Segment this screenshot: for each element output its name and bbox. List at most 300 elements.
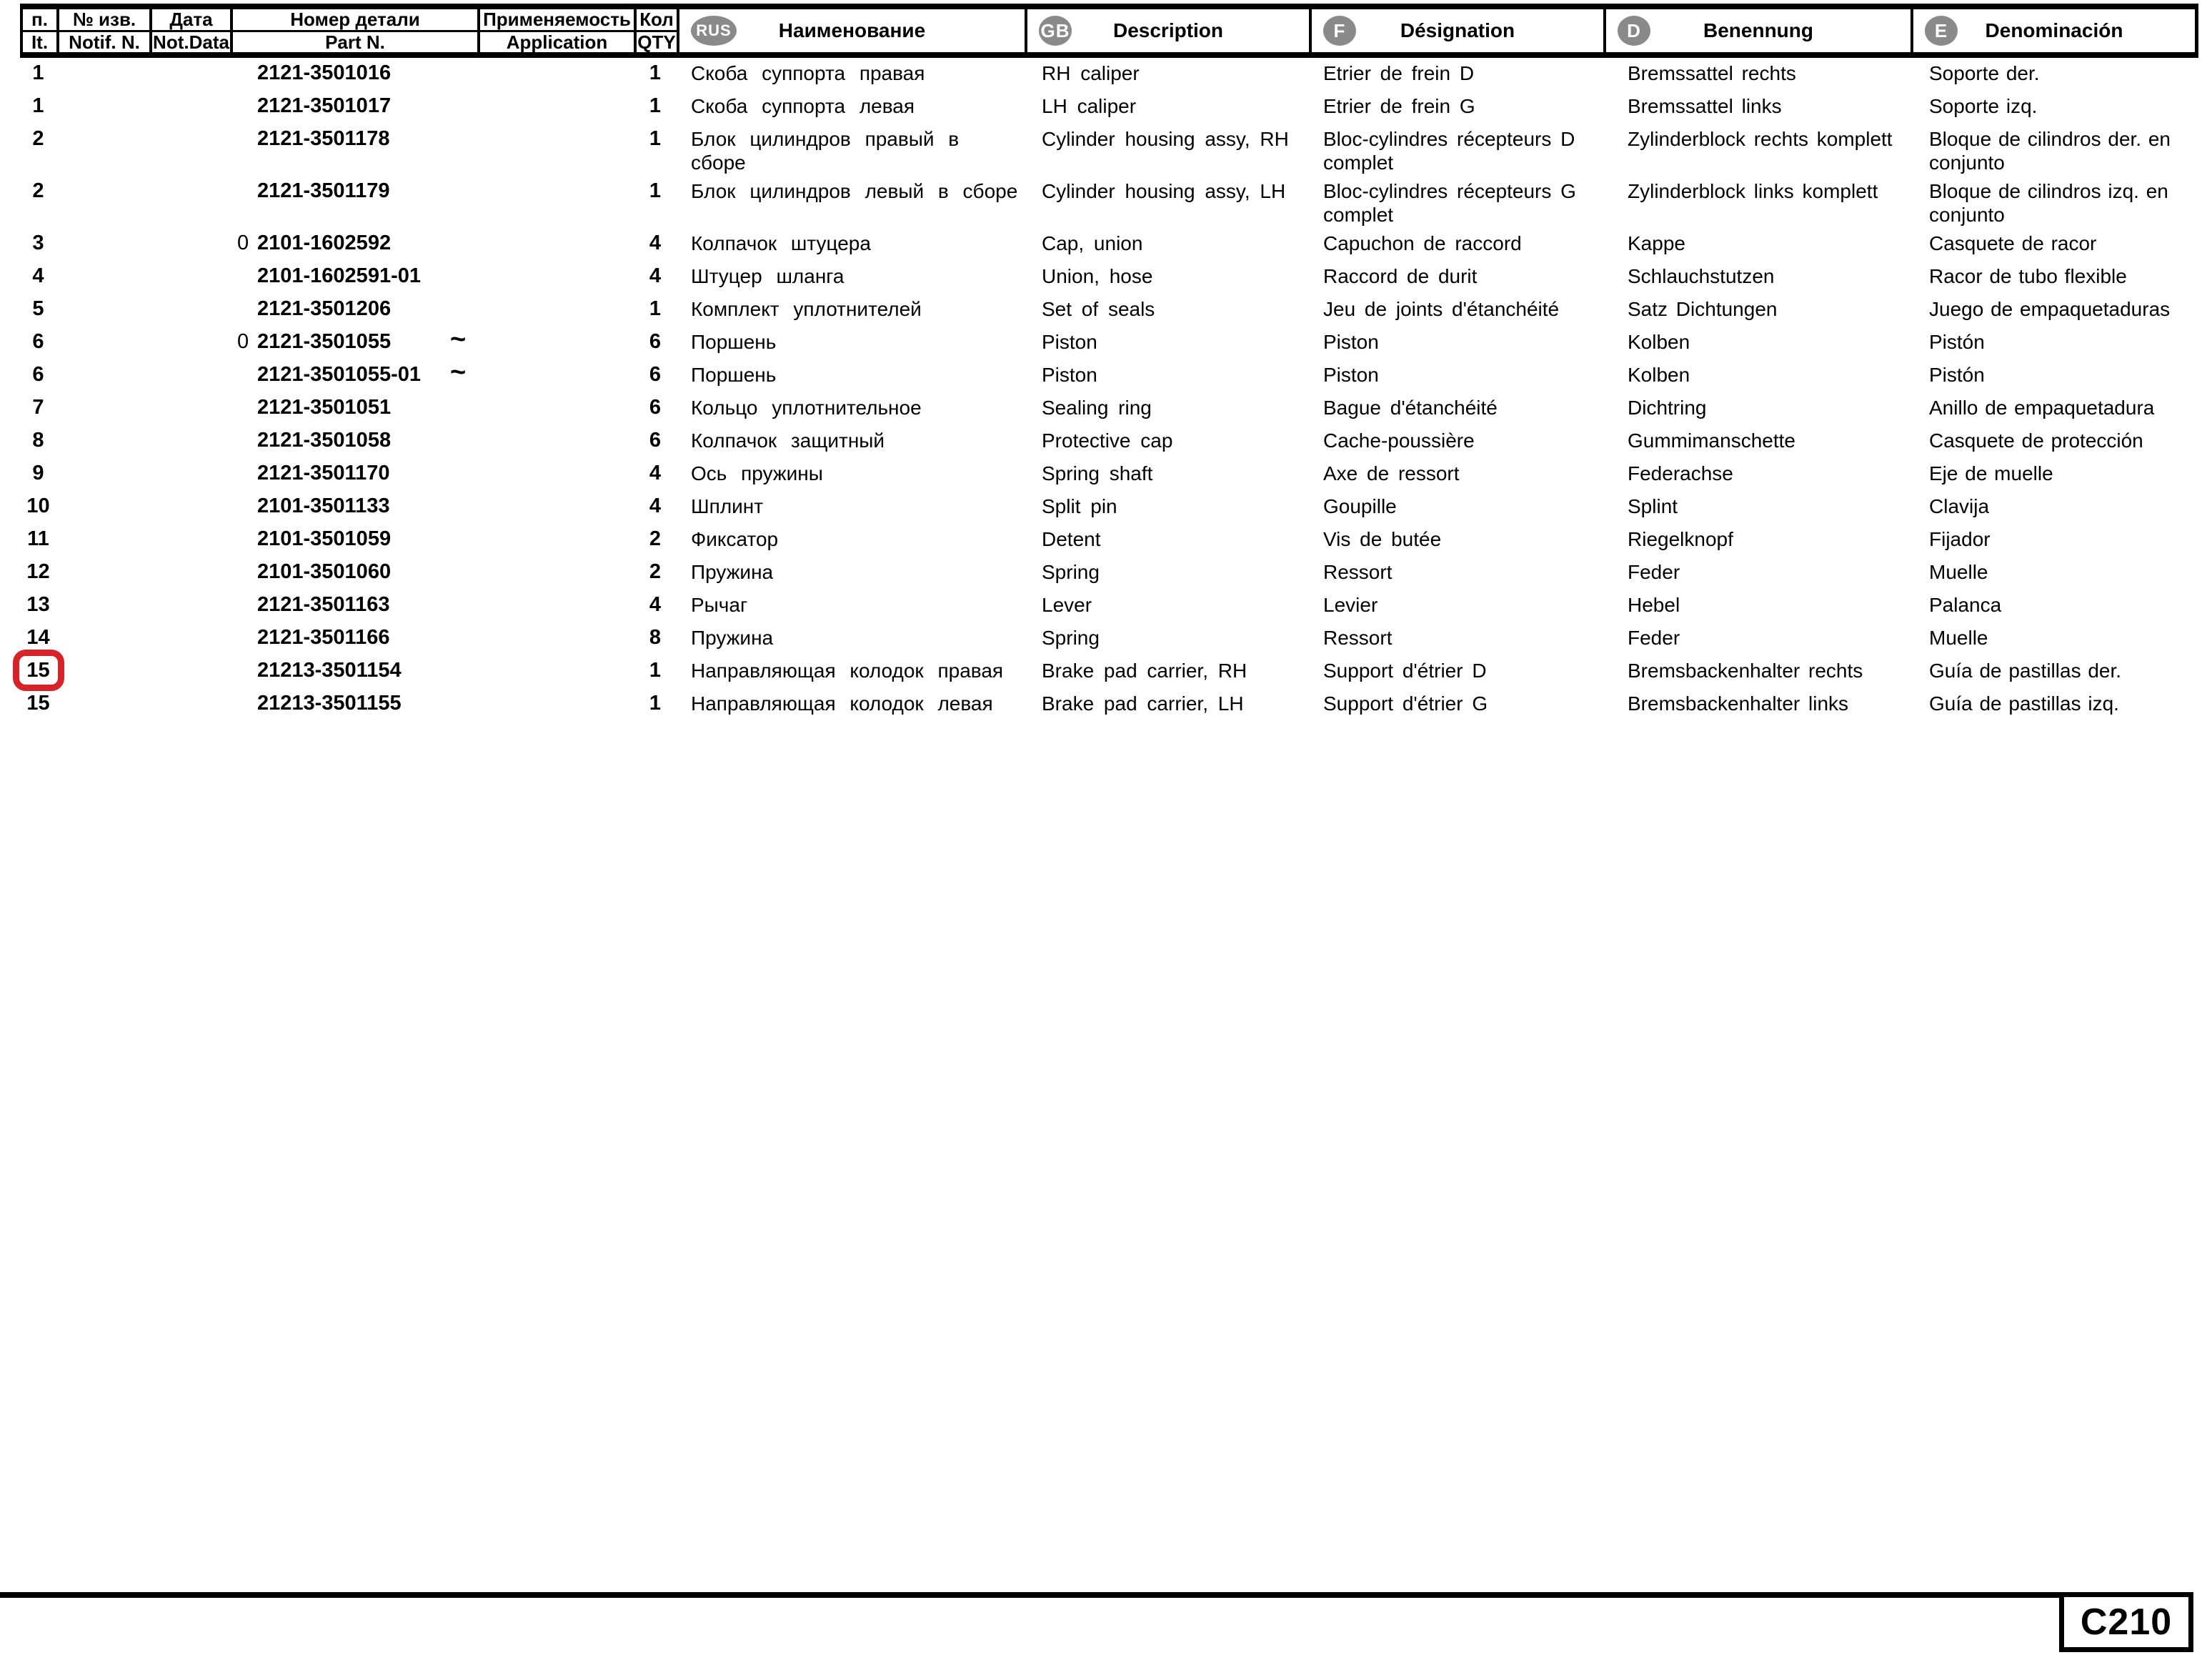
page-code-box — [2059, 1592, 2193, 1652]
designation-fr-cell: Jeu de joints d'étanchéité — [1323, 298, 1560, 320]
date-cell — [149, 56, 230, 89]
table-row — [20, 174, 2198, 227]
benennung-de-cell: Kappe — [1628, 232, 1685, 254]
designation-fr-cell: Support d'étrier D — [1323, 660, 1487, 682]
name-ru-cell: Колпачок защитный — [691, 429, 885, 452]
col-label-qty-ru: Кол — [639, 9, 674, 30]
header-col-notif — [56, 9, 149, 52]
part-prefix — [237, 396, 257, 424]
date-cell — [149, 227, 230, 259]
part-prefix — [237, 593, 257, 621]
item-number: 6 — [32, 363, 44, 386]
col-label-denominacion-e: Denominación — [1985, 19, 2123, 41]
item-number: 1 — [32, 94, 44, 117]
qty-cell: 4 — [649, 232, 662, 254]
part-number: 2121-3501166 — [257, 626, 390, 649]
item-number: 12 — [26, 560, 50, 583]
item-number-cell — [20, 457, 56, 489]
table-row — [20, 457, 2198, 489]
item-number-cell — [20, 489, 56, 522]
col-label-notif-en: Notif. N. — [69, 31, 140, 53]
item-number: 11 — [27, 527, 49, 550]
qty-cell: 1 — [649, 127, 662, 150]
table-row — [20, 424, 2198, 457]
application-cell — [477, 391, 634, 424]
denominacion-es-cell: Racor de tubo flexible — [1929, 265, 2127, 287]
col-label-designation-f: Désignation — [1400, 19, 1515, 41]
benennung-de-cell: Dichtring — [1628, 397, 1707, 419]
application-cell — [477, 621, 634, 654]
designation-fr-cell: Levier — [1323, 594, 1378, 616]
table-row — [20, 621, 2198, 654]
highlight-box — [13, 650, 64, 691]
table-row — [20, 489, 2198, 522]
denominacion-es-cell: Palanca — [1929, 594, 2002, 616]
application-cell — [477, 424, 634, 457]
part-number: 21213-3501154 — [257, 659, 402, 682]
description-en-cell: RH caliper — [1042, 62, 1140, 84]
item-number: 13 — [26, 593, 50, 616]
part-prefix — [237, 297, 257, 325]
denominacion-es-cell: Guía de pastillas izq. — [1929, 692, 2119, 715]
item-number: 15 — [26, 659, 50, 682]
designation-fr-cell: Etrier de frein G — [1323, 95, 1475, 117]
date-cell — [149, 325, 230, 358]
denominacion-es-cell: Soporte der. — [1929, 62, 2040, 84]
item-number-cell — [20, 588, 56, 621]
application-cell — [477, 122, 634, 155]
part-number: 2101-1602592 — [257, 232, 392, 254]
qty-cell: 4 — [649, 593, 662, 616]
header-col-qty — [634, 9, 677, 52]
part-number: 2121-3501055-01 — [257, 363, 421, 386]
application-cell — [477, 588, 634, 621]
item-number-cell — [20, 391, 56, 424]
part-number-cell — [230, 489, 477, 522]
qty-cell: 2 — [649, 560, 662, 583]
description-en-cell: Spring shaft — [1042, 462, 1153, 484]
date-cell — [149, 555, 230, 588]
col-label-date-en: Not.Data — [153, 31, 229, 53]
item-number-cell — [20, 358, 56, 391]
table-header — [20, 4, 2198, 58]
item-number: 7 — [32, 396, 44, 419]
name-ru-cell: Скоба суппорта правая — [691, 62, 925, 84]
application-cell — [477, 89, 634, 122]
table-row — [20, 89, 2198, 122]
notification-cell — [56, 687, 149, 720]
item-number: 6 — [32, 330, 44, 353]
part-prefix — [237, 659, 257, 687]
name-ru-cell: Штуцер шланга — [691, 265, 845, 287]
item-number: 1 — [32, 61, 44, 84]
table-body — [20, 56, 2198, 720]
benennung-de-cell: Bremssattel links — [1628, 95, 1782, 117]
item-number: 8 — [32, 429, 44, 452]
part-prefix — [237, 264, 257, 292]
item-number: 2 — [32, 179, 44, 202]
part-prefix — [237, 61, 257, 89]
gb-flag-badge-icon: GB — [1039, 16, 1072, 46]
table-row — [20, 391, 2198, 424]
part-number-cell — [230, 292, 477, 325]
application-cell — [477, 227, 634, 259]
col-label-part-ru: Номер детали — [290, 9, 420, 30]
col-label-description-gb: Description — [1112, 19, 1224, 41]
part-number-cell — [230, 259, 477, 292]
part-number: 2121-3501058 — [257, 429, 392, 452]
application-cell — [477, 555, 634, 588]
notification-cell — [56, 621, 149, 654]
item-number-cell — [20, 555, 56, 588]
date-cell — [149, 174, 230, 207]
denominacion-es-cell: Pistón — [1929, 331, 1985, 353]
notification-cell — [56, 654, 149, 687]
header-col-denominacion-e — [1910, 9, 2198, 52]
description-en-cell: Lever — [1042, 594, 1092, 616]
description-en-cell: Brake pad carrier, LH — [1042, 692, 1244, 715]
application-cell — [477, 489, 634, 522]
description-en-cell: Brake pad carrier, RH — [1042, 660, 1247, 682]
name-ru-cell: Колпачок штуцера — [691, 232, 871, 254]
col-label-date-ru: Дата — [169, 9, 213, 30]
qty-cell: 2 — [649, 527, 662, 550]
header-col-item — [20, 9, 56, 52]
designation-fr-cell: Cache-poussière — [1323, 429, 1475, 452]
header-col-description-gb — [1025, 9, 1309, 52]
designation-fr-cell: Support d'étrier G — [1323, 692, 1488, 715]
item-number: 2 — [32, 127, 44, 150]
name-ru-cell: Поршень — [691, 331, 777, 353]
application-cell — [477, 174, 634, 207]
description-en-cell: Piston — [1042, 331, 1097, 353]
part-number-cell — [230, 325, 477, 358]
denominacion-es-cell: Muelle — [1929, 627, 1988, 649]
table-row — [20, 56, 2198, 89]
name-ru-cell: Блок цилиндров левый в сборе — [691, 180, 1018, 202]
date-cell — [149, 621, 230, 654]
col-label-item-ru: п. — [31, 9, 48, 30]
part-number-cell — [230, 424, 477, 457]
part-number: 2121-3501016 — [257, 61, 392, 84]
description-en-cell: LH caliper — [1042, 95, 1137, 117]
benennung-de-cell: Bremsbackenhalter links — [1628, 692, 1849, 715]
header-col-designation-f — [1309, 9, 1603, 52]
notification-cell — [56, 122, 149, 155]
benennung-de-cell: Feder — [1628, 561, 1680, 583]
application-cell — [477, 358, 634, 391]
benennung-de-cell: Bremssattel rechts — [1628, 62, 1796, 84]
description-en-cell: Union, hose — [1042, 265, 1153, 287]
denominacion-es-cell: Pistón — [1929, 364, 1985, 386]
item-number: 3 — [32, 232, 44, 254]
item-number-cell — [20, 174, 56, 207]
item-number-cell — [20, 89, 56, 122]
part-prefix — [237, 692, 257, 720]
part-prefix: 0 — [237, 330, 249, 353]
denominacion-es-cell: Anillo de empaquetadura — [1929, 397, 2155, 419]
date-cell — [149, 259, 230, 292]
application-cell — [477, 457, 634, 489]
benennung-de-cell: Schlauchstutzen — [1628, 265, 1775, 287]
bottom-rule — [0, 1592, 2193, 1598]
qty-cell: 4 — [649, 462, 662, 484]
qty-cell: 1 — [649, 61, 662, 84]
part-number-cell — [230, 56, 477, 89]
qty-cell: 8 — [649, 626, 662, 649]
item-number-cell — [20, 325, 56, 358]
benennung-de-cell: Riegelknopf — [1628, 528, 1733, 550]
denominacion-es-cell: Bloque de cilindros izq. en conjunto — [1929, 180, 2168, 226]
description-en-cell: Split pin — [1042, 495, 1117, 517]
table-row — [20, 227, 2198, 259]
description-en-cell: Protective cap — [1042, 429, 1173, 452]
name-ru-cell: Поршень — [691, 364, 777, 386]
designation-fr-cell: Bloc-cylindres récepteurs G complet — [1323, 180, 1576, 226]
tilde-mark: ~ — [450, 357, 467, 387]
designation-fr-cell: Raccord de durit — [1323, 265, 1478, 287]
part-prefix — [237, 462, 257, 489]
benennung-de-cell: Splint — [1628, 495, 1678, 517]
item-number-cell — [20, 522, 56, 555]
item-number-cell — [20, 227, 56, 259]
denominacion-es-cell: Guía de pastillas der. — [1929, 660, 2122, 682]
part-number: 2121-3501206 — [257, 297, 392, 320]
notification-cell — [56, 358, 149, 391]
benennung-de-cell: Kolben — [1628, 331, 1690, 353]
designation-fr-cell: Bague d'étanchéité — [1323, 397, 1498, 419]
item-number: 9 — [32, 462, 44, 484]
denominacion-es-cell: Eje de muelle — [1929, 462, 2053, 484]
description-en-cell: Cylinder housing assy, RH — [1042, 128, 1289, 150]
part-prefix — [237, 363, 257, 391]
part-number: 2121-3501179 — [257, 179, 390, 202]
benennung-de-cell: Zylinderblock links komplett — [1628, 180, 1878, 202]
col-label-qty-en: QTY — [637, 31, 676, 53]
header-col-date — [149, 9, 230, 52]
qty-cell: 6 — [649, 429, 662, 452]
date-cell — [149, 89, 230, 122]
date-cell — [149, 489, 230, 522]
notification-cell — [56, 522, 149, 555]
table-row — [20, 687, 2198, 720]
qty-cell: 6 — [649, 330, 662, 353]
designation-fr-cell: Ressort — [1323, 561, 1393, 583]
part-number-cell — [230, 621, 477, 654]
designation-fr-cell: Goupille — [1323, 495, 1397, 517]
item-number-cell — [20, 259, 56, 292]
name-ru-cell: Ось пружины — [691, 462, 823, 484]
name-ru-cell: Фиксатор — [691, 528, 779, 550]
notification-cell — [56, 424, 149, 457]
part-number: 2121-3501055 — [257, 330, 392, 353]
part-number: 2101-1602591-01 — [257, 264, 421, 287]
col-label-name-rus: Наименование — [778, 19, 926, 41]
table-row — [20, 325, 2198, 358]
description-en-cell: Set of seals — [1042, 298, 1155, 320]
designation-fr-cell: Vis de butée — [1323, 528, 1442, 550]
date-cell — [149, 522, 230, 555]
item-number: 4 — [32, 264, 44, 287]
part-number-cell — [230, 687, 477, 720]
designation-fr-cell: Capuchon de raccord — [1323, 232, 1522, 254]
description-en-cell: Cap, union — [1042, 232, 1143, 254]
benennung-de-cell: Kolben — [1628, 364, 1690, 386]
item-number: 14 — [26, 626, 50, 649]
denominacion-es-cell: Muelle — [1929, 561, 1988, 583]
description-en-cell: Piston — [1042, 364, 1097, 386]
benennung-de-cell: Bremsbackenhalter rechts — [1628, 660, 1863, 682]
part-prefix — [237, 179, 257, 207]
part-number: 2101-3501059 — [257, 527, 392, 550]
part-number: 2101-3501060 — [257, 560, 392, 583]
item-number: 5 — [32, 297, 44, 320]
notification-cell — [56, 174, 149, 207]
part-prefix — [237, 94, 257, 122]
part-number-cell — [230, 89, 477, 122]
notification-cell — [56, 489, 149, 522]
item-number-cell — [20, 56, 56, 89]
date-cell — [149, 687, 230, 720]
application-cell — [477, 654, 634, 687]
benennung-de-cell: Feder — [1628, 627, 1680, 649]
denominacion-es-cell: Soporte izq. — [1929, 95, 2038, 117]
part-prefix — [237, 527, 257, 555]
item-number-cell — [20, 122, 56, 155]
date-cell — [149, 654, 230, 687]
page-code: C210 — [2080, 1601, 2173, 1643]
denominacion-es-cell: Fijador — [1929, 528, 1991, 550]
qty-cell: 1 — [649, 297, 662, 320]
item-number-cell — [20, 424, 56, 457]
name-ru-cell: Пружина — [691, 561, 774, 583]
item-number-cell — [20, 654, 56, 687]
application-cell — [477, 259, 634, 292]
qty-cell: 1 — [649, 692, 662, 715]
table-row — [20, 654, 2198, 687]
part-number-cell — [230, 522, 477, 555]
denominacion-es-cell: Clavija — [1929, 495, 1990, 517]
header-col-application — [477, 9, 634, 52]
name-ru-cell: Комплект уплотнителей — [691, 298, 922, 320]
f-flag-badge-icon: F — [1323, 16, 1356, 46]
description-en-cell: Detent — [1042, 528, 1101, 550]
part-number-cell — [230, 391, 477, 424]
part-prefix — [237, 127, 257, 155]
description-en-cell: Spring — [1042, 561, 1100, 583]
part-number-cell — [230, 654, 477, 687]
table-row — [20, 259, 2198, 292]
part-number: 21213-3501155 — [257, 692, 402, 715]
col-label-part-en: Part N. — [325, 31, 385, 53]
name-ru-cell: Направляющая колодок правая — [691, 660, 1004, 682]
designation-fr-cell: Etrier de frein D — [1323, 62, 1475, 84]
qty-cell: 1 — [649, 659, 662, 682]
application-cell — [477, 56, 634, 89]
notification-cell — [56, 89, 149, 122]
name-ru-cell: Направляющая колодок левая — [691, 692, 993, 715]
designation-fr-cell: Axe de ressort — [1323, 462, 1460, 484]
benennung-de-cell: Hebel — [1628, 594, 1680, 616]
name-ru-cell: Кольцо уплотнительное — [691, 397, 922, 419]
date-cell — [149, 122, 230, 155]
part-number: 2101-3501133 — [257, 494, 390, 517]
header-col-benennung-d — [1603, 9, 1910, 52]
part-number: 2121-3501051 — [257, 396, 392, 419]
name-ru-cell: Рычаг — [691, 594, 748, 616]
d-flag-badge-icon: D — [1618, 16, 1650, 46]
table-row — [20, 522, 2198, 555]
description-en-cell: Cylinder housing assy, LH — [1042, 180, 1286, 202]
notification-cell — [56, 457, 149, 489]
notification-cell — [56, 391, 149, 424]
item-number: 10 — [26, 494, 50, 517]
notification-cell — [56, 259, 149, 292]
col-label-item-en: It. — [31, 31, 49, 53]
part-number-cell — [230, 227, 477, 259]
part-number: 2121-3501017 — [257, 94, 392, 117]
date-cell — [149, 391, 230, 424]
benennung-de-cell: Gummimanschette — [1628, 429, 1795, 452]
designation-fr-cell: Piston — [1323, 331, 1379, 353]
notification-cell — [56, 292, 149, 325]
qty-cell: 1 — [649, 94, 662, 117]
qty-cell: 6 — [649, 363, 662, 386]
part-prefix — [237, 626, 257, 654]
part-number: 2121-3501178 — [257, 127, 390, 150]
part-number-cell — [230, 174, 477, 207]
col-label-notif-ru: № изв. — [72, 9, 136, 30]
item-number: 15 — [26, 692, 50, 715]
benennung-de-cell: Zylinderblock rechts komplett — [1628, 128, 1893, 150]
denominacion-es-cell: Casquete de protección — [1929, 429, 2143, 452]
description-en-cell: Spring — [1042, 627, 1100, 649]
qty-cell: 1 — [649, 179, 662, 202]
part-prefix — [237, 494, 257, 522]
part-prefix — [237, 429, 257, 457]
part-number-cell — [230, 457, 477, 489]
header-col-part-number — [230, 9, 477, 52]
col-label-application-en: Application — [506, 31, 608, 53]
part-number-cell — [230, 555, 477, 588]
date-cell — [149, 457, 230, 489]
notification-cell — [56, 227, 149, 259]
designation-fr-cell: Bloc-cylindres récepteurs D complet — [1323, 128, 1575, 174]
part-number: 2121-3501170 — [257, 462, 390, 484]
application-cell — [477, 325, 634, 358]
name-ru-cell: Блок цилиндров правый в сборе — [691, 128, 960, 174]
description-en-cell: Sealing ring — [1042, 397, 1152, 419]
name-ru-cell: Шплинт — [691, 495, 764, 517]
e-flag-badge-icon: E — [1925, 16, 1958, 46]
name-ru-cell: Скоба суппорта левая — [691, 95, 915, 117]
qty-cell: 6 — [649, 396, 662, 419]
table-row — [20, 292, 2198, 325]
notification-cell — [56, 555, 149, 588]
part-prefix: 0 — [237, 232, 249, 254]
designation-fr-cell: Piston — [1323, 364, 1379, 386]
name-ru-cell: Пружина — [691, 627, 774, 649]
notification-cell — [56, 325, 149, 358]
application-cell — [477, 522, 634, 555]
designation-fr-cell: Ressort — [1323, 627, 1393, 649]
part-prefix — [237, 560, 257, 588]
col-label-application-ru: Применяемость — [483, 9, 631, 30]
table-row — [20, 588, 2198, 621]
notification-cell — [56, 588, 149, 621]
part-number: 2121-3501163 — [257, 593, 390, 616]
date-cell — [149, 292, 230, 325]
